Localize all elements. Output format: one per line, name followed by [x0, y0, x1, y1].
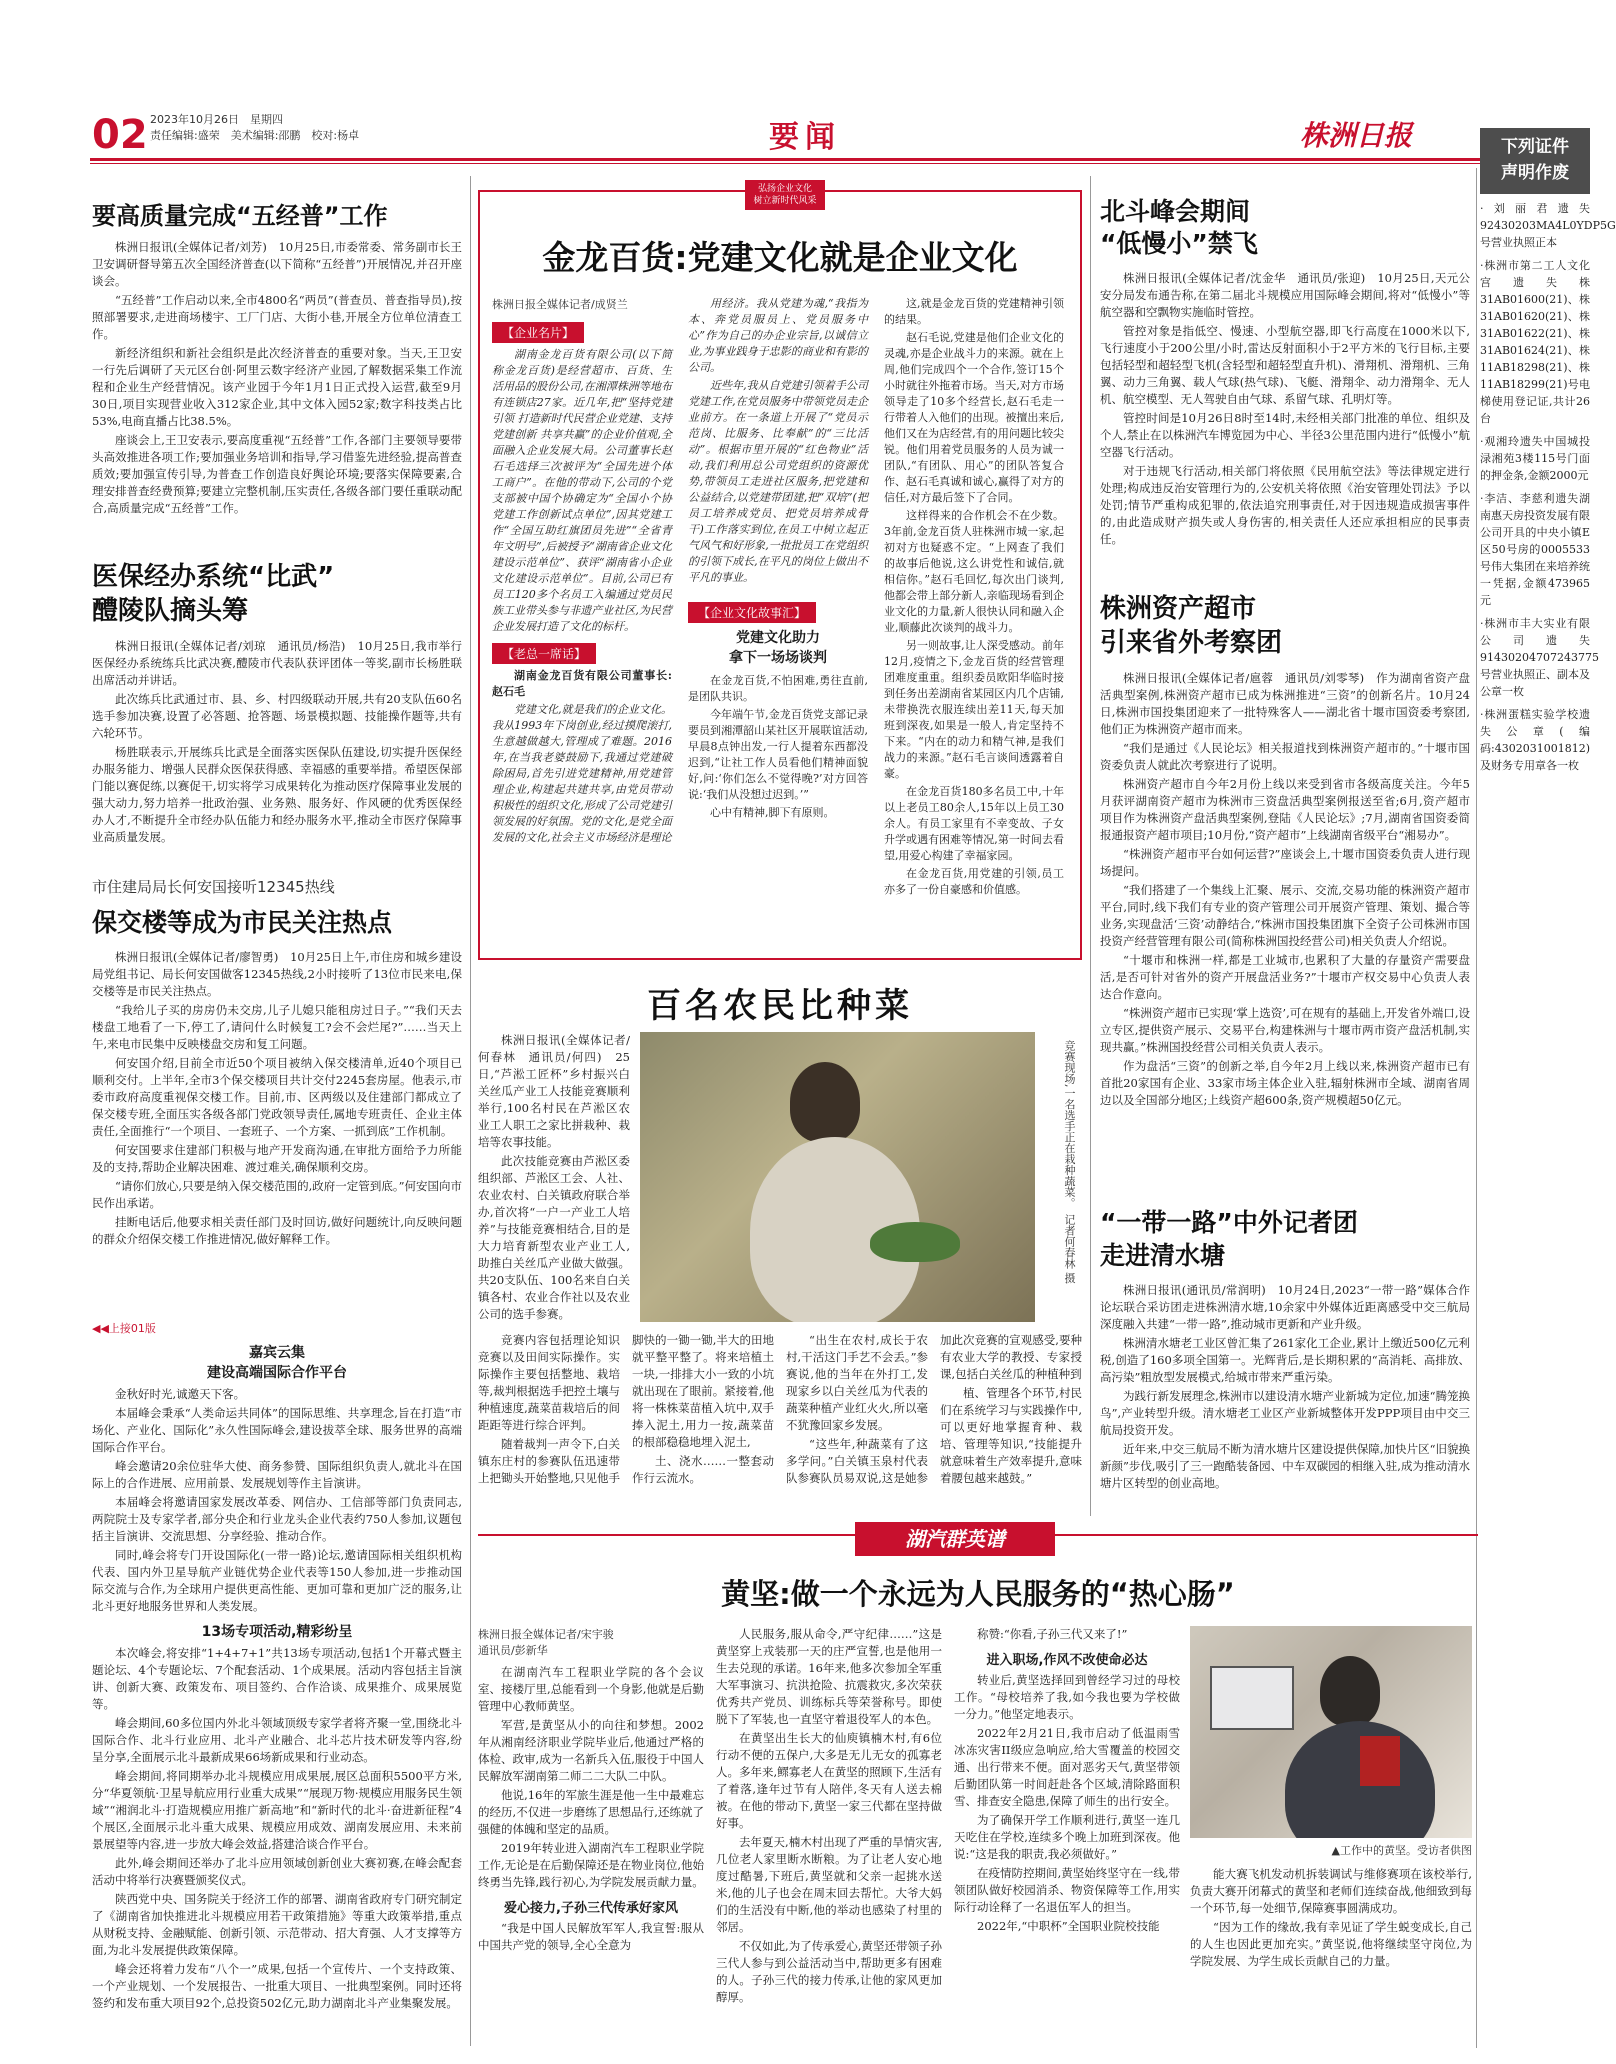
article-body	[478, 1920, 704, 1954]
paragraph: 本届峰会将邀请国家发展改革委、网信办、工信部等部门负责同志,两院院士及专家学者,部分央企和行业龙头企业代表约750人参加,议题包括主旨演讲、交流思想、分享经验、推动合作。	[92, 1495, 462, 1543]
paragraph: 陕西党中央、国务院关于经济工作的部署、湖南省政府专门研究制定了《湖南省加快推进北斗规模应用若干政策措施》等重大政策举措,重点从财税支持、金融赋能、创新引领、示范带动、招大育强、人才支撑等方面,为北斗发展提供政策保障。	[92, 1892, 462, 1957]
paragraph: 新经济组织和新社会组织是此次经济普查的重要对象。当天,王卫安一行先后调研了天元区台创·阿里云数字经济产业园,了解数据采集工作流程和企业生产经营情况。该产业园于今年1月1日正式投入运营,截至9月30日,项目实现营业收入312家企业,其中文体入园52家;数字科技类占比53%,电商直播占比38.5%。	[92, 346, 462, 428]
hunan-col1	[478, 1626, 704, 1956]
badge-line1: 弘扬企业文化	[757, 184, 812, 194]
paragraph: “五经普”工作启动以来,全市4800名“两员”(普查员、普查指导员),按照部署要求,走进商场楼宇、工厂门店、大街小巷,开展全方位单位清查工作。	[92, 293, 462, 341]
feature-col3	[884, 296, 1064, 898]
paragraph: 不仅如此,为了传承爱心,黄坚还带领子孙三代人参与到公益活动当中,帮助更多有困难的人。子孙三代的接力传承,让他的家风更加醇厚。	[716, 1939, 942, 2004]
paragraph: 赵石毛说,党建是他们企业文化的灵魂,亦是企业战斗力的来源。就在上周,他们完成四个一个合作,签订15个小时就往外拖着市场。当天,对方市场领导走了10多个经营长,赵石毛走一行带着人入他们的出现。被擅出来后,他们又在为店经营,有的用问题比较尖锐。他们用着党员服务的人员为诚一团队,“有团队、用心”的团队答复合作、赵石毛真诚和诚心,赢得了对方的信任,对方最后签下了合同。	[884, 331, 1064, 504]
paragraph: 今年端午节,金龙百货党支部记录要员到湘潭韶山某社区开展联谊活动,早晨8点钟出发,一行人提着东西都没迟到,“让社工作人员看他们精神面貌好,问:‘你们怎么不觉得晚?’对方回答说:‘我们从没想过迟到。’”	[688, 708, 868, 801]
article-body	[92, 1386, 462, 1615]
paragraph: 对于违规飞行活动,相关部门将依照《民用航空法》等法律规定进行处理;构成违反治安管理行为的,公安机关将依照《治安管理处罚法》予以处罚;情节严重构成犯罪的,依法追究刑事责任,对于因违规造成损害事件的,由此造成财产损失或人身伤害的,相关责任人还应承担相应的民事责任。	[1100, 464, 1470, 546]
farmer-photo	[640, 1032, 1035, 1322]
article-title-line2: 引来省外考察团	[1100, 628, 1283, 658]
paragraph: 这,就是金龙百货的党建精神引领的结果。	[884, 297, 1064, 326]
subhead: 建设高端国际合作平台	[207, 1365, 347, 1381]
paragraph: 随着裁判一声令下,白关镇东庄村的参赛队伍迅速带上把锄头开始整地,只见他手脚快的一锄一锄,半大的田地就平整平整了。将来培植土一块,一排排大小一致的小坑就出现在了眼前。紧接着,他将一株株菜苗植入坑中,双手捧入泥土,用力一按,蔬菜苗的根部稳稳地埋入泥土,	[478, 1333, 774, 1485]
feature-body	[492, 296, 1064, 946]
paragraph: 株洲日报讯(通讯员/常润明) 10月24日,2023“一带一路”媒体合作论坛联合采访团走进株洲清水塘,10余家中外媒体近距离感受中交三航局深度融入共建“一带一路”,推动城市更新和产业升级。	[1100, 1283, 1470, 1331]
company-card	[492, 347, 672, 635]
byline: 通讯员/彭新华	[478, 1644, 548, 1657]
hunan-col2	[716, 1626, 942, 2008]
photo-figure-head	[1320, 1656, 1380, 1726]
paragraph: 近些年,我从自党建引领着手公司党建工作,在党员服务中带领党员走企业前方。在一条道上开展了“党员示范岗、比服务、比奉献”的“三比活动”。根据市里开展的“红色物业”活动,我们利用总公司党组织的资源优势,带领员工走进社区服务,把党建和公益结合,以党建带团建,把“双培”(把员工培养成党员、把党员培养成骨干)工作落实到位,在员工中树立起正气风气和好形象,一批批员工在党组织的引领下成长,在平凡的岗位上做出不平凡的事业。	[688, 379, 868, 584]
article-body	[1100, 670, 1470, 1109]
article-belt-road	[1100, 1206, 1470, 1494]
photo-monitor	[1210, 1666, 1294, 1730]
issue-date: 2023年10月26日 星期四	[150, 113, 283, 126]
article-body	[478, 1664, 704, 1891]
paragraph: 同时,峰会将专门开设国际化(一带一路)论坛,邀请国际相关组织机构代表、国内外卫星导航产业链优势企业代表等150人参加,进一步推动国际交流与合作,为全球用户提供更高性能、更加可靠和更加广泛的服务,让北斗更好地服务世界和人类发展。	[92, 1548, 462, 1613]
article-title: 黄坚:做一个永远为人民服务的“热心肠”	[721, 1577, 1235, 1611]
column-divider	[1090, 176, 1091, 1516]
paragraph: 2019年转业进入湖南汽车工程职业学院工作,无论是在后勤保障还是在物业岗位,他始终勇当先锋,践行初心,为学院发展贡献力量。	[478, 1841, 704, 1889]
hunan-band-label: 湖汽群英谱	[855, 1522, 1055, 1556]
byline: 株洲日报全媒体记者/成贤兰	[492, 298, 628, 311]
paragraph: 株洲资产超市自今年2月份上线以来受到省市各级高度关注。今年5月获评湖南资产超市为株洲市三资盘活典型案例报送至省;6月,资产超市项目作为株洲资产盘活典型案例,登陆《人民论坛》;7月,湖南省国资委简报通报资产超市项目;10月份,“资产超市”上线湖南省级平台“湘易办”。	[1100, 777, 1470, 842]
article-body	[92, 239, 462, 517]
article-medicare	[92, 560, 462, 848]
subhead: 嘉宾云集	[249, 1345, 305, 1361]
paragraph: 株洲清水塘老工业区曾汇集了261家化工企业,累计上缴近500亿元利税,创造了160多项全国第一。光辉背后,是长期积累的“高消耗、高排放、高污染”粗放型发展模式,给城市带来严重污染。	[1100, 1336, 1470, 1384]
paragraph: 杨胜联表示,开展练兵比武是全面落实医保队伍建设,切实提升医保经办服务能力、增强人民群众医保获得感、幸福感的重要举措。希望医保部门能以赛促练,以赛促干,切实将学习成果转化为推动医疗保障事业发展的强大动力,努力培养一批政治强、业务熟、服务好、作风硬的优秀医保经办人才,不断提升全市经办队伍能力和经办服务水平,推动全市医疗保障事业高质量发展。	[92, 745, 462, 844]
paragraph: 峰会还将着力发布“八个一”成果,包括一个宣传片、一个支持政策、一个产业规划、一个发展报告、一批重大项目、一批典型案例。同时还将签约和发布重大项目92个,总投资502亿元,助力湖南北斗产业集聚发展。	[92, 1962, 462, 2010]
paragraph: 心中有精神,脚下有原则。	[710, 806, 835, 819]
paragraph: 在疫情防控期间,黄坚始终坚守在一线,带领团队做好校园消杀、物资保障等工作,用实际行动诠释了一名退伍军人的担当。	[954, 1866, 1180, 1914]
article-title: 保交楼等成为市民关注热点	[92, 908, 393, 937]
paragraph: 金秋好时光,诚邀天下客。	[115, 1387, 246, 1401]
paragraph: “请你们放心,只要是纳入保交楼范围的,政府一定管到底。”何安国向市民作出承诺。	[92, 1179, 462, 1210]
paragraph: 株洲日报讯(全媒体记者/刘琼 通讯员/杨浩) 10月25日,我市举行医保经办系统练兵比武决赛,醴陵市代表队获评团体一等奖,副市长杨胜联出席活动并讲话。	[92, 639, 462, 687]
article-kicker: 市住建局局长何安国接听12345热线	[92, 878, 335, 896]
paragraph: 本届峰会秉承“人类命运共同体”的国际思维、共享理念,旨在打造“市场化、产业化、国际化”永久性国际峰会,建设拔萃全球、服务世界的高端国际合作平台。	[92, 1406, 462, 1454]
paragraph: 2022年2月21日,我市启动了低温雨雪冰冻灾害II级应急响应,给大雪覆盖的校园交通、出行带来不便。面对恶劣天气,黄坚带领后勤团队第一时间赶赴各个区域,清除路面积雪、排查安全隐患,保障了师生的出行安全。	[954, 1726, 1180, 1808]
farmer-body-col1	[478, 1032, 630, 1325]
paragraph: 峰会期间,将同期举办北斗规模应用成果展,展区总面积5500平方米,分“华夏领航·卫星导航应用行业重大成果”“展现万物·规模应用服务民生领域”“湘润北斗·打造规模应用推广新高地”和“新时代的北斗·奋进新征程”4个展区,全面展示北斗重大成果、规模应用成效、湖南发展应用、未来前景展望等内容,进一步放大峰会效益,搭建洽谈合作平台。	[92, 1769, 462, 1851]
boss-words	[492, 702, 672, 846]
paragraph: 株洲日报讯(全媒体记者/沈金华 通讯员/张迎) 10月25日,天元公安分局发布通告称,在第二届北斗规模应用国际峰会期间,将对“低慢小”等航空器和空飘物实施临时管控。	[1100, 271, 1470, 319]
farmer-body-cols	[478, 1332, 1082, 1488]
paragraph: 在湖南汽车工程职业学院的各个会议室、接楼厅里,总能看到一个身影,他就是后勤管理中心教师黄坚。	[478, 1665, 704, 1713]
section-tag: 【老总一席话】	[492, 643, 596, 664]
paragraph: “株洲资产超市平台如何运营?”座谈会上,十堰市国资委负责人进行现场提问。	[1100, 847, 1470, 878]
paragraph: 另一则故事,让人深受感动。前年12月,疫情之下,金龙百货的经营管理团难度重重。组织委员欧阳华临时接到任务出差湖南省某园区内几个店铺,未带换洗衣服连续出差11天,每天加班到深夜,如果是一般人,肯定坚持不下来。“内在的动力和精气神,是我们战力的来源。”赵石毛言谈间透露着自豪。	[884, 639, 1064, 780]
paragraph: 何安国介绍,目前全市近50个项目被纳入保交楼清单,近40个项目已顺利交付。上半年,全市3个保交楼项目共计交付2245套房屋。他表示,市委市政府高度重视保交楼工作。目前,市、区两级以及住建部门都成立了保交楼专班,全面压实各级各部门党政领导责任,属地专班责任、企业主体责任,全面推行“一个项目、一套班子、一个方案、一抓到底”工作机制。	[92, 1056, 462, 1138]
article-body	[1100, 1282, 1470, 1492]
notice-item: ·株洲市第二工人文化宫遗失株31AB01600(21)、株31AB01620(21)、株31AB01622(21)、株31AB01624(21)、株11AB18298(21)、株11AB18299(21)号电梯使用登记证,共计26台	[1480, 259, 1590, 425]
hunan-photo	[1190, 1626, 1472, 1838]
paragraph: “我给儿子买的房房仍未交房,儿子儿媳只能租房过日子。”“我们天去楼盘工地看了一下,停工了,请问什么时候复工?会不会烂尾?”……当天上午,来电市民集中反映楼盘交房和复工问题。	[92, 1003, 462, 1051]
hunan-col3	[954, 1626, 1180, 1937]
notice-item: ·刘丽君遗失92430203MA4L0YDP5G号营业执照正本	[1480, 202, 1616, 249]
paragraph: 党建文化,就是我们的企业文化。我从1993年下岗创业,经过摸爬滚打,生意越做越大,管理成了难题。2016年,在当我老婆鼓励下,我通过党建破除困局,首先引进党建精神,用党建管理企业,构建起共建共享,由党员带动积极性的组织文化,形成了公司党建引领发展的好氛围。党的文化,是党全面发展的文化,社会主义市场经济是理论	[492, 703, 672, 844]
header-rule-thin	[90, 163, 1480, 164]
article-body	[92, 949, 462, 1248]
photo-caption: ▲工作中的黄坚。受访者供图	[1331, 1844, 1472, 1857]
feature-col2	[688, 296, 868, 586]
feature-title: 金龙百货:党建文化就是企业文化	[542, 238, 1018, 277]
paragraph: 此次练兵比武通过市、县、乡、村四级联动开展,共有20支队伍60名选手参加决赛,设置了必答题、抢答题、场景模拟题、技能操作题等,共有六轮环节。	[92, 692, 462, 740]
article-body	[954, 1626, 1180, 1643]
paragraph: 在黄坚出生长大的仙庾镇楠木村,有6位行动不便的五保户,大多是无儿无女的孤寡老人。多年来,鳏寡老人在黄坚的照顾下,生活有了着落,逢年过节有人陪伴,冬天有人送去棉被。在他的带动下,黄坚一家三代都在坚持做好事。	[716, 1731, 942, 1830]
paragraph: “株洲资产超市已实现‘掌上选资’,可在规有的基础上,开发省外端口,设立专区,提供资产展示、交易平台,构建株洲与十堰市两市资产盘活机制,实现共赢。”株洲国投经营公司相关负责人表示。	[1100, 1006, 1470, 1054]
byline: 株洲日报全媒体记者/宋宇骏	[478, 1628, 614, 1641]
story-title	[688, 627, 868, 667]
paragraph: 在金龙百货,不怕困难,勇往直前,是团队共识。	[688, 674, 868, 703]
paragraph: “我们是通过《人民论坛》相关报道找到株洲资产超市的。”十堰市国资委负责人就此次考察进行了说明。	[1100, 741, 1470, 772]
article-title-line1: 株洲资产超市	[1100, 594, 1257, 624]
paragraph: 管控对象是指低空、慢速、小型航空器,即飞行高度在1000米以下,飞行速度小于200公里/小时,雷达反射面积小于2平方米的飞行目标,主要包括轻型和超轻型飞机(含轻型和超轻型直升机)、滑翔机、滑翔机、三角翼、动力三角翼、载人气球(热气球)、飞艇、滑翔伞、动力滑翔伞、无人机、航空模型、无人驾驶自由气球、系留气球、孔明灯等。	[1100, 324, 1470, 406]
section-tag: 【企业文化故事汇】	[688, 602, 816, 623]
article-body	[954, 1672, 1180, 1935]
paragraph: “这些年,种蔬菜有了这多学问。”白关镇玉泉村代表队参赛队员易双说,这是她参加此次竞赛的宣观感受,要种有农业大学的教授、专家授课,包括白关丝瓜的种植种到	[786, 1333, 1082, 1485]
paragraph: 株洲日报讯(全媒体记者/扈蓉 通讯员/刘零琴) 作为湖南省资产盘活典型案例,株洲资产超市已成为株洲推进“三资”的创新名片。10月24日,株洲市国投集团迎来了一批特殊客人——湖北省十堰市国资委考察团,他们正为株洲资产超市而来。	[1100, 671, 1470, 736]
continued-note: ◀◀上接01版	[92, 1322, 156, 1335]
paragraph: 在金龙百货,用党建的引领,员工亦多了一份自豪感和价值感。	[884, 867, 1064, 896]
column-divider	[470, 176, 471, 2046]
paragraph: “十堰市和株洲一样,都是工业城市,也累积了大量的存量资产需要盘活,是否可针对省外的资产开展盘活业务?”十堰市产权交易中心负责人表达合作意向。	[1100, 953, 1470, 1001]
paragraph: 湖南金龙百货有限公司(以下简称金龙百货)是经营超市、百货、生活用品的股份公司,在湘潭株洲等地布有连锁店27家。近几年,把“坚持党建引领 打造新时代民营企业党建、支持党建创新 共享共赢”的企业价值观,全面融入企业发展大局。公司董事长赵石毛选择三次被评为“全国先进个体工商户”。在他的带动下,公司的个党支部被中国个协确定为“全国小个协党建工作创新试点单位”,因其党建工作“全国互助红旗团员先进”“全省青年文明号”,后被授予“湖南省企业文化建设示范单位”、获评“湖南省小企业文化建设示范单位”。目前,公司已有员工120多个名员工入编通过党员民族工业带头参与非遗产业社区,为民营企业发展打造了文化的标杆。	[492, 348, 672, 633]
paragraph: 本次峰会,将安排“1+4+7+1”共13场专项活动,包括1个开幕式暨主题论坛、4个专题论坛、7个配套活动、1个成果展。活动内容包括主旨演讲、创新大赛、政策发布、项目签约、合作洽谈、成果推介、成果展览等。	[92, 1646, 462, 1711]
article-title-line1: “一带一路”中外记者团	[1100, 1208, 1358, 1237]
column-divider	[1476, 168, 1477, 2048]
subhead: 13场专项活动,精彩纷呈	[201, 1624, 353, 1640]
article-summit-continued	[92, 1320, 462, 2014]
section-tag: 【企业名片】	[492, 322, 584, 343]
paragraph: 他说,16年的军旅生涯是他一生中最难忘的经历,不仅进一步磨练了思想品行,还练就了强健的体魄和坚定的品质。	[478, 1788, 704, 1836]
article-body	[1100, 270, 1470, 548]
paragraph: 竞赛内容包括理论知识竞赛以及田间实际操作。实际操作主要包括整地、栽培等,裁判根据选手把控土壤与种植速度,蔬菜苗栽培后的间距距等进行综合评判。	[478, 1333, 620, 1432]
photo-seedling	[870, 1222, 960, 1262]
notice-item: ·李洁、李慈利遗失湖南惠天房投资发展有限公司开具的中央小镇E区50号房的0005533号伟大集团在来培养统一凭据,金额473965元	[1480, 492, 1590, 607]
paragraph: 作为盘活“三资”的创新之举,自今年2月上线以来,株洲资产超市已有首批20家国有企业、33家市场主体企业入驻,辐射株洲市全域、湖南省周边以及全国部分地区;上线资产超600条,资产规模超50亿元。	[1100, 1059, 1470, 1107]
paragraph: 用经济。我从党建为魂,“我指为本、奔党员服员上、党员服务中心”作为自己的办企业宗旨,以诚信立业,为事业践身于忠影的商业和有影的公司。	[688, 297, 868, 374]
article-title-line2: “低慢小”禁飞	[1100, 229, 1258, 258]
paragraph: 土、浇水……一整套动作行云流水。	[632, 1454, 774, 1485]
hunan-col4	[1190, 1866, 1472, 1972]
article-title-line1: 北斗峰会期间	[1100, 197, 1251, 226]
newspaper-logo: 株洲日报	[1300, 119, 1413, 152]
paragraph: “我们搭建了一个集线上汇聚、展示、交流,交易功能的株洲资产超市平台,同时,线下我们有专业的资产管理公司开展资产管理、策划、撮合等业务,实现盘活‘三资’动静结合,“株洲市国投集团旗下全资子公司株洲市国投资产经营管理有限公司(简称株洲国投经营公司)相关负责人介绍说。	[1100, 883, 1470, 948]
article-body	[1190, 1866, 1472, 1970]
subhead: 进入职场,作风不改使命必达	[986, 1653, 1148, 1668]
story-title-line2: 拿下一场场谈判	[729, 650, 827, 666]
notice-item: ·株洲市丰大实业有限公司遗失91430204707243775号营业执照正、副本及公章一枚	[1480, 617, 1599, 698]
issue-meta	[150, 112, 359, 144]
paragraph: 军营,是黄坚从小的向往和梦想。2002年从湘南经济职业学院毕业后,他通过严格的体检、政审,成为一名新兵入伍,服役于中国人民解放军湖南第二师二二大队二中队。	[478, 1718, 704, 1783]
paragraph: 植、管理各个环节,村民们在系统学习与实践操作中,可以更好地掌握育种、栽培、管理等知识,“技能提升就意味着生产效率提升,意味着腰包越来越鼓。”	[940, 1386, 1082, 1485]
paragraph: 此次技能竞赛由芦淞区委组织部、芦淞区工会、人社、农业农村、白关镇政府联合举办,首次将“一户一产业工人培养”与技能竞赛相结合,目的是大力培育新型农业产业工人,助推白关丝瓜产业做大做强。共20支队伍、100名来自白关镇各村、农业合作社以及农业公司的选手参赛。	[478, 1154, 630, 1321]
paragraph: 称赞:“你看,子孙三代又来了!”	[977, 1627, 1128, 1641]
paragraph: “我是中国人民解放军军人,我宣誓:服从中国共产党的领导,全心全意为	[478, 1921, 704, 1952]
issue-editors: 责任编辑:盛荣 美术编辑:邵鹏 校对:杨卓	[150, 129, 360, 142]
notice-box-title	[1480, 128, 1590, 194]
article-title: 百名农民比种菜	[647, 986, 913, 1026]
feature-badge	[745, 180, 825, 210]
paragraph: “因为工作的缘故,我有幸见证了学生蜕变成长,自己的人生也因此更加充实。”黄坚说,他将继续坚守岗位,为学院发展、为学生成长贡献自己的力量。	[1190, 1920, 1472, 1968]
paragraph: 为践行新发展理念,株洲市以建设清水塘产业新城为定位,加速“腾笼换鸟”,产业转型升级。清水塘老工业区产业新城整体开发PPP项目由中交三航局投资开发。	[1100, 1389, 1470, 1437]
article-body	[92, 638, 462, 846]
notice-title-line1: 下列证件	[1501, 137, 1569, 157]
paragraph: “出生在农村,成长于农村,干活这门手艺不会丢。”参赛说,他的当年在外打工,发现家乡以白关丝瓜为代表的蔬菜种植产业红火火,所以毫不犹豫回家乡发展。	[786, 1333, 928, 1432]
paragraph: 近年来,中交三航局不断为清水塘片区建设提供保障,加快片区“旧貌换新颜”步伐,吸引了三一跑酷装备园、中车双碳园的相继入驻,成为推动清水塘片区转型的创业高地。	[1100, 1442, 1470, 1490]
page-number: 02	[92, 112, 148, 158]
paragraph: 此外,峰会期间还举办了北斗应用领域创新创业大赛初赛,在峰会配套活动中将举行决赛暨颁奖仪式。	[92, 1856, 462, 1887]
paragraph: 去年夏天,楠木村出现了严重的旱情灾害,几位老人家里断水断粮。为了让老人安心地度过酷暑,下班后,黄坚就和父亲一起挑水送米,他的儿子也会在周末回去帮忙。大爷大妈们的生活没有中断,他的举动也感染了村里的邻居。	[716, 1835, 942, 1934]
boss-intro	[492, 668, 672, 700]
photo-caption: 竞赛现场,一名选手正在栽种蔬菜。 记者何春林 摄	[1063, 1040, 1076, 1284]
article-body	[92, 1645, 462, 2012]
article-title: 要高质量完成“五经普”工作	[92, 202, 388, 230]
paragraph: 峰会期间,60多位国内外北斗领域顶级专家学者将齐聚一堂,围绕北斗国际合作、北斗行业应用、北斗产业融合、北斗芯片技术研发等内容,纷呈分享,全面展示北斗最新成果66场新成果和行业动态。	[92, 1716, 462, 1764]
paragraph: 峰会邀请20余位驻华大使、商务参赞、国际组织负责人,就北斗在国际上的合作进展、应用前景、发展规划等作主旨演讲。	[92, 1459, 462, 1490]
article-body	[716, 1626, 942, 2006]
article-title-line1: 医保经办系统“比武”	[92, 562, 335, 592]
article-body	[478, 1032, 630, 1323]
article-title-line2: 醴陵队摘头筹	[92, 596, 249, 626]
paragraph: 在金龙百货180多名员工中,十年以上老员工80余人,15年以上员工30余人。有员工家里有不幸变故、子女升学或遇有困难等情况,第一时间去看望,用爱心构建了幸福家园。	[884, 785, 1064, 862]
notice-list	[1480, 200, 1616, 780]
paragraph: 何安国要求住建部门积极与地产开发商沟通,在审批方面给予力所能及的支持,帮助企业解决困难、渡过难关,确保顺利交房。	[92, 1143, 462, 1174]
article-census	[92, 196, 462, 519]
paragraph: 挂断电话后,他要求相关责任部门及时回访,做好问题统计,向反映问题的群众介绍保交楼工作推进情况,做好解释工作。	[92, 1215, 462, 1246]
paragraph: 2022年,“中职杯”全国职业院校技能	[977, 1919, 1160, 1933]
badge-line2: 树立新时代风采	[753, 196, 817, 206]
notice-title-line2: 声明作废	[1501, 163, 1569, 183]
photo-figure-head	[790, 1062, 860, 1142]
paragraph: 管控时间是10月26日8时至14时,未经相关部门批准的单位、组织及个人,禁止在以株洲汽车博览园为中心、半径3公里范围内进行“低慢小”航空器飞行活动。	[1100, 411, 1470, 459]
article-body	[478, 1332, 1082, 1488]
paragraph: 湖南金龙百货有限公司董事长:赵石毛	[492, 669, 672, 698]
subhead: 爱心接力,子孙三代传承好家风	[504, 1901, 678, 1916]
notice-item: ·观湘玲遗失中国城投渌湘苑3楼115号门面的押金条,金额2000元	[1480, 435, 1590, 482]
paragraph: 株洲日报讯(全媒体记者/廖智勇) 10月25日上午,市住房和城乡建设局党组书记、局长何安国做客12345热线,2小时接听了13位市民来电,保交楼等是市民关注热点。	[92, 950, 462, 998]
paragraph: 株洲日报讯(全媒体记者/刘芳) 10月25日,市委常委、常务副市长王卫安调研督导第五次全国经济普查(以下简称“五经普”)开展情况,并召开座谈会。	[92, 240, 462, 288]
paragraph: 这样得来的合作机会不在少数。3年前,金龙百货人驻株洲市城一家,起初对方也疑惑不定。“上网查了我们的故事后他说,这么讲党性和诚信,就相信你。”赵石毛回忆,每次出门谈判,他都会带上部分新人,亲临现场看到企业文化的力量,新人很快认同和融入企业,顺藤此次谈判的战斗力。	[884, 509, 1064, 634]
story-body	[688, 673, 868, 821]
article-asset-market	[1100, 592, 1470, 1111]
photo-certificate	[1360, 1736, 1400, 1786]
paragraph: 为了确保开学工作顺利进行,黄坚一连几天吃住在学校,连续多个晚上加班到深夜。他说:“这是我的职责,我必须做好。”	[954, 1813, 1180, 1861]
section-title: 要闻	[769, 120, 841, 155]
story-title-line1: 党建文化助力	[736, 630, 820, 646]
article-beidou	[1100, 196, 1470, 550]
paragraph: 转业后,黄坚选择回到曾经学习过的母校工作。“母校培养了我,如今我也要为学校做一分力。”他坚定地表示。	[954, 1673, 1180, 1721]
article-hotline	[92, 876, 462, 1250]
notice-item: ·株洲蛋糕实验学校遗失公章(编码:4302031001812)及财务专用章各一枚	[1480, 708, 1590, 772]
paragraph: 座谈会上,王卫安表示,要高度重视“五经普”工作,各部门主要领导要带头高效推进各项工作;要加强业务培训和指导,学习借鉴先进经验,提高普查质效;要加强宣传引导,为普查工作创造良好舆论环境;要落实保障要素,合理安排普查经费预算;要建立完整机制,压实责任,各级各部门要任重联动配合,高质量完成“五经普”工作。	[92, 433, 462, 515]
paragraph: 株洲日报讯(全媒体记者/何春林 通讯员/何四) 25日,“芦淞工匠杯”乡村振兴白关丝瓜产业工人技能竞赛顺利举行,100名村民在芦淞区农业工人职工之家比拼栽种、栽培等农事技能。	[478, 1033, 630, 1149]
header-rule	[90, 158, 1480, 161]
paragraph: 人民服务,服从命令,严守纪律……”这是黄坚穿上戎装那一天的庄严宣誓,也是他用一生去兑现的承诺。16年来,他多次参加全军重大军事演习、抗洪抢险、抗震救灾,多次荣获优秀共产党员、训练标兵等荣誉称号。即使脱下了军装,也一直坚守着退役军人的本色。	[716, 1627, 942, 1726]
paragraph: 能大赛飞机发动机拆装调试与维修赛项在该校举行,负责大赛开闭幕式的黄坚和老师们连续奋战,他细致到每一个环节,每一处细节,保障赛事圆满成功。	[1190, 1867, 1472, 1915]
article-title-line2: 走进清水塘	[1100, 1241, 1226, 1270]
